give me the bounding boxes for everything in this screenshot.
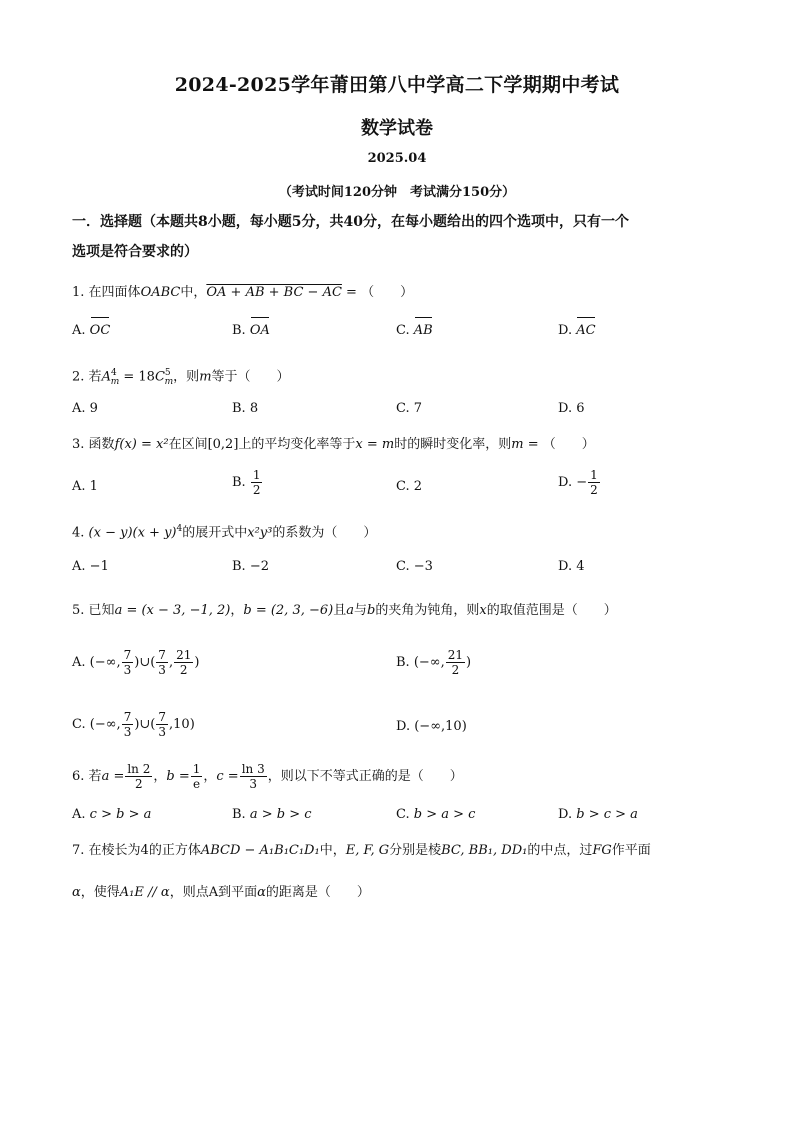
math-expr: C <box>154 369 165 385</box>
fraction-numerator: 1 <box>192 762 201 776</box>
interval-part: (−∞, <box>89 717 121 732</box>
fraction <box>240 762 267 791</box>
option-value: −3 <box>413 559 433 574</box>
option-value: a > b > c <box>249 807 312 822</box>
question-text: ，则以下不等式正确的是（ ） <box>267 769 463 784</box>
math-expr: = 18 <box>119 369 155 385</box>
fraction <box>156 710 168 739</box>
option-value: 6 <box>576 401 585 416</box>
option-value: 1 <box>89 479 98 494</box>
option-b[interactable] <box>232 468 263 497</box>
option-label: B. <box>232 475 246 490</box>
option-label: D. <box>558 323 573 338</box>
question-text: 且 <box>333 603 347 618</box>
question-text: = （ ） <box>341 285 414 300</box>
option-d[interactable] <box>558 398 585 420</box>
option-label: A. <box>72 655 86 670</box>
question-number: 2. <box>72 369 85 385</box>
fraction-denominator: 3 <box>158 663 166 677</box>
option-label: B. <box>232 323 246 338</box>
math-expr: b = <box>166 769 190 784</box>
question-text: ，使得 <box>80 885 120 900</box>
question-7-line2 <box>72 882 732 904</box>
option-value: OC <box>90 320 111 342</box>
section-heading-line1: 一．选择题（本题共8小题，每小题5分，共40分，在每小题给出的四个选项中，只有一个 <box>72 214 629 230</box>
interval-part: (−∞, <box>89 655 121 670</box>
option-b[interactable] <box>232 320 270 342</box>
fraction <box>174 648 193 677</box>
option-value: 8 <box>249 401 259 416</box>
question-text: 的中点，过 <box>527 843 593 858</box>
option-value: 2 <box>413 479 423 494</box>
math-expr: FG <box>592 843 612 858</box>
option-c[interactable] <box>72 710 195 739</box>
option-value: (−∞,10) <box>414 719 467 734</box>
interval-part: (−∞, <box>413 655 445 670</box>
option-a[interactable] <box>72 556 109 578</box>
fraction-numerator: ln 2 <box>127 762 151 776</box>
option-b[interactable] <box>396 648 471 677</box>
option-c[interactable] <box>396 556 433 578</box>
option-a[interactable] <box>72 398 98 420</box>
option-label: D. <box>558 475 573 490</box>
math-var: α <box>257 885 266 900</box>
option-d[interactable] <box>558 804 638 826</box>
fraction <box>588 468 600 497</box>
option-d[interactable] <box>558 320 596 342</box>
question-number: 7. <box>72 843 85 858</box>
question-7 <box>72 840 732 862</box>
option-label: C. <box>396 479 410 494</box>
separator: ， <box>153 769 167 784</box>
fraction-numerator: 7 <box>123 710 132 724</box>
option-label: D. <box>558 401 573 416</box>
exam-date: 2025.04 <box>367 151 427 166</box>
math-sup: 4 <box>110 368 117 378</box>
option-label: D. <box>558 807 573 822</box>
fraction-numerator: 7 <box>123 648 132 662</box>
fraction-denominator: 3 <box>158 725 167 739</box>
option-value: AC <box>576 320 595 342</box>
option-label: C. <box>396 807 410 822</box>
option-label: C. <box>396 323 410 338</box>
math-expr: E, F, G <box>345 843 390 858</box>
math-expr: A <box>101 369 111 385</box>
interval-part: )∪( <box>134 717 156 732</box>
math-var: α <box>72 885 81 900</box>
math-expr: x = m <box>355 437 395 452</box>
fraction-denominator: 2 <box>451 663 460 677</box>
option-c[interactable] <box>396 476 422 498</box>
option-b[interactable] <box>232 804 312 826</box>
option-value: b > a > c <box>413 807 476 822</box>
question-1 <box>72 282 732 304</box>
fraction <box>251 468 263 497</box>
fraction <box>122 710 134 739</box>
question-text: 在区间 <box>168 437 208 452</box>
interval-part: ) <box>194 655 200 670</box>
fraction <box>446 648 465 677</box>
option-label: A. <box>72 559 86 574</box>
option-label: B. <box>396 655 410 670</box>
fraction-denominator: 3 <box>123 725 132 739</box>
question-text: 函数 <box>88 437 115 452</box>
option-d[interactable] <box>558 468 601 497</box>
option-label: C. <box>72 717 86 732</box>
option-value: OA <box>250 320 270 342</box>
fraction-numerator: 1 <box>590 468 598 482</box>
option-c[interactable] <box>396 804 475 826</box>
question-6 <box>72 762 732 791</box>
option-label: C. <box>396 559 410 574</box>
option-label: D. <box>396 719 411 734</box>
minus-sign: − <box>576 475 588 490</box>
fraction-numerator: 1 <box>252 468 261 482</box>
math-expr: a = (x − 3, −1, 2) <box>114 603 231 618</box>
question-text: 作平面 <box>611 843 651 858</box>
question-text: ，则点A到平面 <box>169 885 258 900</box>
fraction <box>191 762 203 791</box>
option-label: A. <box>72 479 86 494</box>
fraction-denominator: 3 <box>249 777 258 791</box>
math-sup: 5 <box>164 368 171 378</box>
math-expr: b = (2, 3, −6) <box>243 603 334 618</box>
fraction-denominator: 2 <box>590 483 598 497</box>
question-text: 在四面体 <box>88 285 141 300</box>
math-sup: 4 <box>176 524 183 534</box>
math-expr: A₁E // α <box>119 885 170 900</box>
math-expr: BC, BB₁, DD₁ <box>441 843 528 858</box>
math-var: b <box>367 603 376 618</box>
separator: ， <box>203 769 217 784</box>
question-text: 与 <box>354 603 368 618</box>
math-var: x <box>479 603 487 618</box>
option-c[interactable] <box>396 398 422 420</box>
option-label: C. <box>396 401 410 416</box>
math-sub: m <box>110 376 120 387</box>
option-value: −1 <box>89 559 109 574</box>
fraction-numerator: 7 <box>158 710 167 724</box>
option-value: 9 <box>89 401 98 416</box>
question-text: 分别是棱 <box>389 843 442 858</box>
option-label: B. <box>232 559 246 574</box>
fraction <box>125 762 152 791</box>
fraction-denominator: 3 <box>123 663 132 677</box>
question-text: 若 <box>88 369 102 385</box>
option-value: 7 <box>413 401 423 416</box>
exam-info: （考试时间120分钟 考试满分150分） <box>278 185 516 200</box>
option-label: A. <box>72 807 86 822</box>
fraction <box>122 648 134 677</box>
fraction-denominator: e <box>193 777 201 791</box>
question-text: 上的平均变化率等于 <box>238 437 356 452</box>
math-sub: m <box>164 376 174 387</box>
option-label: B. <box>232 807 246 822</box>
option-b[interactable] <box>232 398 258 420</box>
math-var: m <box>511 437 524 452</box>
interval-part: ,10) <box>169 717 195 732</box>
option-value: AB <box>414 320 433 342</box>
fraction-numerator: ln 3 <box>241 762 265 776</box>
fraction-numerator: 21 <box>447 648 464 662</box>
math-var: a <box>346 603 354 618</box>
question-number: 5. <box>72 603 85 618</box>
fraction-numerator: 7 <box>158 648 166 662</box>
question-text: 若 <box>88 769 102 784</box>
question-4 <box>72 518 732 544</box>
option-b[interactable] <box>232 556 269 578</box>
question-text: 的系数为（ ） <box>272 525 377 541</box>
fraction-numerator: 21 <box>176 648 192 662</box>
question-2 <box>72 362 732 393</box>
exam-title: 2024-2025学年莆田第八中学高二下学期期中考试 <box>174 74 620 96</box>
option-label: D. <box>558 559 573 574</box>
option-d[interactable] <box>558 556 585 578</box>
question-text: 等于（ ） <box>211 369 290 385</box>
question-text: ， <box>230 603 244 618</box>
option-value: 4 <box>576 559 585 574</box>
option-value: −2 <box>249 559 269 574</box>
math-expr: OABC <box>140 285 181 300</box>
interval-part: ) <box>466 655 472 670</box>
math-expr: x²y³ <box>247 525 273 541</box>
question-number: 1. <box>72 285 85 300</box>
option-a[interactable] <box>72 476 98 498</box>
option-a[interactable] <box>72 648 199 677</box>
option-c[interactable] <box>396 320 433 342</box>
question-text: 的取值范围是（ ） <box>486 603 617 618</box>
option-d[interactable] <box>396 716 467 738</box>
question-text: ，则 <box>173 369 200 385</box>
question-text: 中， <box>319 843 346 858</box>
section-heading-line2: 选项是符合要求的） <box>72 244 198 260</box>
question-text: 在棱长为4的正方体 <box>88 843 201 858</box>
question-text: 中， <box>180 285 207 300</box>
option-a[interactable] <box>72 804 151 826</box>
interval-part: , <box>168 655 174 670</box>
fraction-denominator: 2 <box>252 483 261 497</box>
fraction-denominator: 2 <box>179 663 188 677</box>
fraction-denominator: 2 <box>135 777 143 791</box>
math-expr: ABCD − A₁B₁C₁D₁ <box>200 843 320 858</box>
exam-subtitle: 数学试卷 <box>361 118 433 139</box>
question-number: 4. <box>72 525 85 541</box>
math-expr: a = <box>101 769 125 784</box>
question-number: 3. <box>72 437 85 452</box>
math-expr: (x − y)(x + y) <box>88 525 177 541</box>
question-text: 的展开式中 <box>182 525 248 541</box>
question-number: 6. <box>72 769 85 784</box>
option-label: A. <box>72 323 86 338</box>
question-3 <box>72 434 732 456</box>
option-label: A. <box>72 401 86 416</box>
math-expr: c = <box>216 769 239 784</box>
option-value: c > b > a <box>89 807 152 822</box>
math-expr: [0,2] <box>207 437 239 452</box>
fraction <box>156 648 168 677</box>
option-value: b > c > a <box>576 807 638 822</box>
option-a[interactable] <box>72 320 110 342</box>
question-text: = （ ） <box>523 437 595 452</box>
question-text: 的距离是（ ） <box>265 885 370 900</box>
math-vector-expr: OA + AB + BC − AC <box>206 285 342 300</box>
option-label: B. <box>232 401 246 416</box>
math-expr: f(x) = x² <box>114 437 169 452</box>
math-var: m <box>199 369 212 385</box>
question-text: 时的瞬时变化率，则 <box>394 437 512 452</box>
question-text: 已知 <box>88 603 115 618</box>
question-5 <box>72 600 732 622</box>
interval-part: )∪( <box>134 655 156 670</box>
question-text: 的夹角为钝角，则 <box>375 603 480 618</box>
